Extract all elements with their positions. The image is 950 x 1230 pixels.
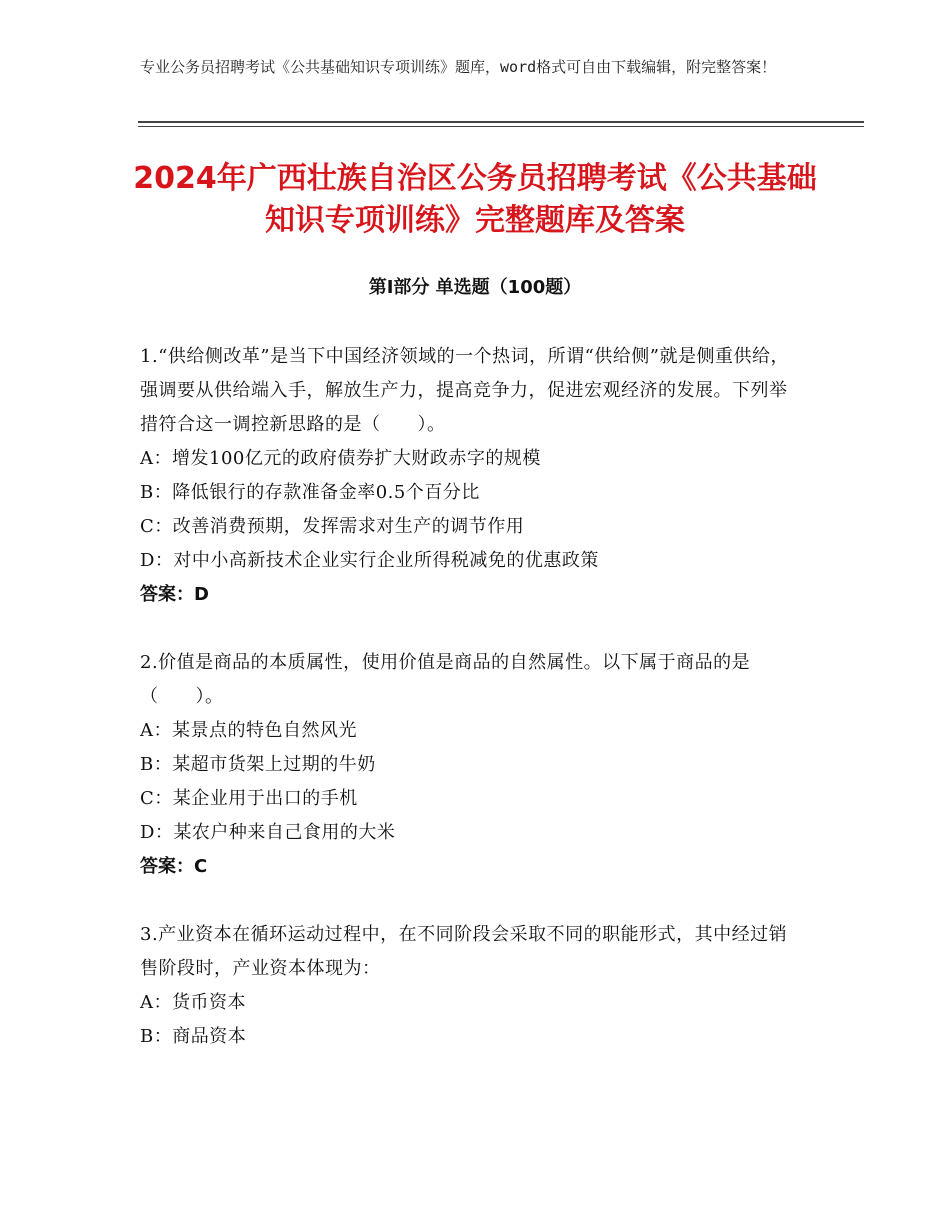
section-title: 第Ⅰ部分 单选题（100题） bbox=[368, 277, 582, 298]
option-c: C：某企业用于出口的手机 bbox=[140, 788, 358, 809]
option-b: B：商品资本 bbox=[140, 1026, 247, 1047]
option-b: B：降低银行的存款准备金率0.5个百分比 bbox=[140, 482, 480, 503]
question-stem: 1.“供给侧改革”是当下中国经济领域的一个热词，所谓“供给侧”就是侧重供给，强调要从供给端入手，解放生产力，提高竞争力，促进宏观经济的发展。下列举措符合这一调控新思路的是（ ）。 bbox=[140, 346, 789, 435]
option-a: A：货币资本 bbox=[140, 992, 246, 1013]
question-2 bbox=[140, 646, 800, 884]
question-stem: 2.价值是商品的本质属性，使用价值是商品的自然属性。以下属于商品的是（ ）。 bbox=[140, 652, 751, 707]
question-3 bbox=[140, 918, 800, 1054]
document-title: 2024年广西壮族自治区公务员招聘考试《公共基础知识专项训练》完整题库及答案 bbox=[133, 161, 817, 238]
question-stem: 3.产业资本在循环运动过程中，在不同阶段会采取不同的职能形式，其中经过销售阶段时，产业资本体现为： bbox=[140, 924, 788, 979]
option-c: C：改善消费预期，发挥需求对生产的调节作用 bbox=[140, 516, 525, 537]
option-d: D：对中小高新技术企业实行企业所得税减免的优惠政策 bbox=[140, 550, 599, 571]
header-rule-thick bbox=[138, 121, 864, 123]
option-a: A：某景点的特色自然风光 bbox=[140, 720, 357, 741]
option-b: B：某超市货架上过期的牛奶 bbox=[140, 754, 376, 775]
question-1 bbox=[140, 340, 800, 612]
question-list bbox=[140, 340, 800, 1088]
header-note: 专业公务员招聘考试《公共基础知识专项训练》题库，word格式可自由下载编辑，附完整答案！ bbox=[140, 58, 777, 76]
answer: 答案：D bbox=[140, 584, 209, 605]
header-rule-thin bbox=[138, 126, 864, 127]
answer: 答案：C bbox=[140, 856, 208, 877]
option-d: D：某农户种来自己食用的大米 bbox=[140, 822, 396, 843]
option-a: A：增发100亿元的政府债券扩大财政赤字的规模 bbox=[140, 448, 541, 469]
